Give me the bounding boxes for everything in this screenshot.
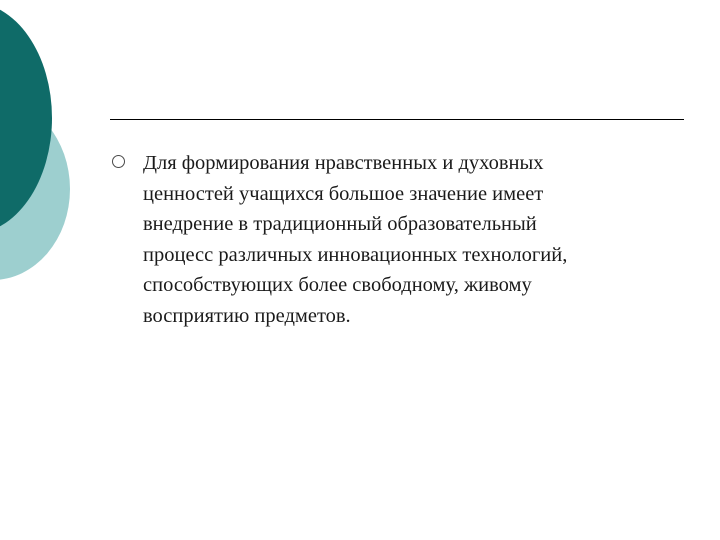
bullet-line: внедрение в традиционный образовательный — [143, 213, 537, 235]
hollow-circle-bullet-icon — [112, 155, 125, 168]
bullet-line: Для формирования нравственных и духовных — [143, 152, 544, 174]
bullet-line: ценностей учащихся большое значение имеет — [143, 182, 544, 205]
bullet-line: способствующих более свободному, живому — [143, 274, 532, 296]
bullet-line: восприятию предметов. — [143, 304, 351, 327]
bullet-text — [143, 148, 567, 331]
title-divider-line — [110, 119, 684, 120]
bullet-item — [112, 148, 652, 331]
bullet-line: процесс различных инновационных технологий, — [143, 243, 568, 266]
